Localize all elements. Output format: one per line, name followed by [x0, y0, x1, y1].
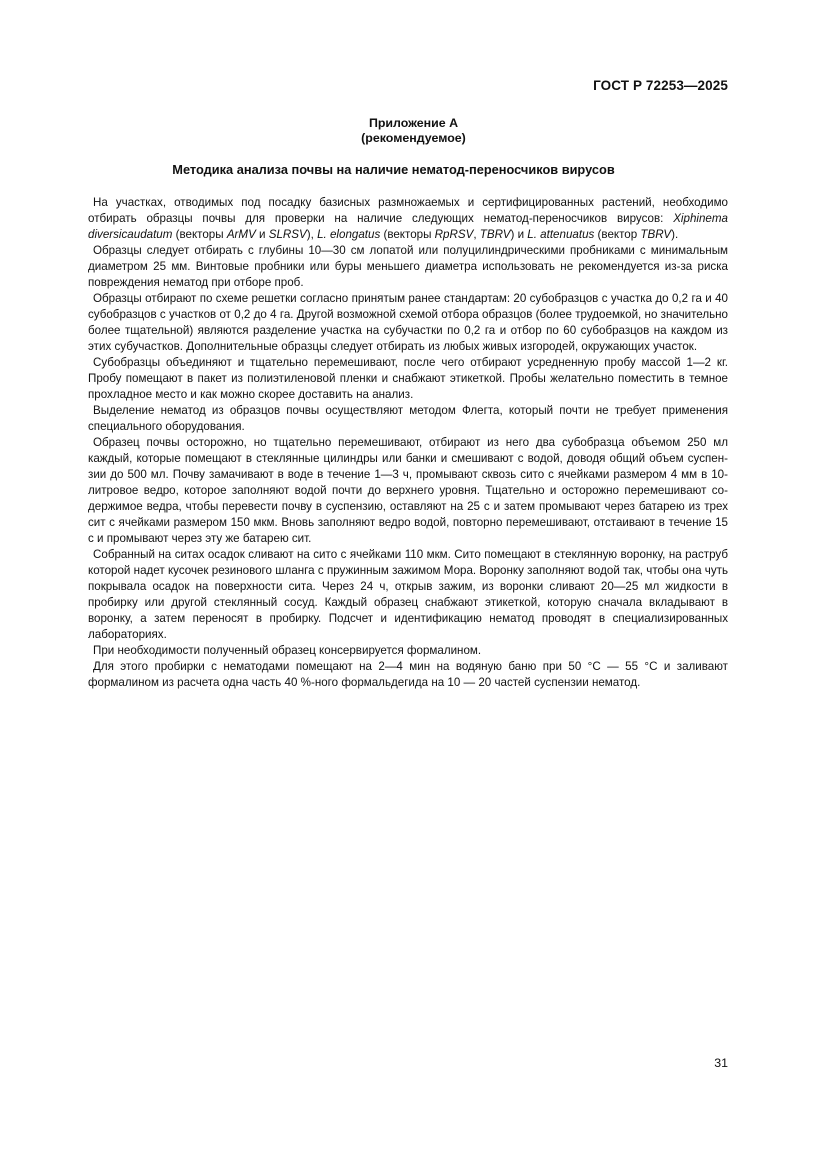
virus-slrsv: SLRSV: [268, 228, 307, 241]
section-title: Методика анализа почвы на наличие нематод-переносчиков вирусов: [172, 162, 615, 177]
paragraph-1: [88, 195, 728, 243]
p1-text-i: (векторы: [380, 228, 435, 241]
virus-tbrv-2: TBRV: [640, 228, 672, 241]
p1-text-g: ),: [306, 228, 318, 241]
page-number: 31: [714, 1056, 728, 1070]
p1-text-e: и: [255, 228, 269, 241]
paragraph-9: Для этого пробирки с нематодами помещают на 2—4 мин на водяную баню при 50 °С — 55 °С и заливают формалином из расчета одна часть 40 %-ного формальдегида на 10 — 20 частей суспензии нематод.: [88, 660, 728, 689]
p1-text-k: ,: [473, 228, 480, 241]
paragraph-3: Образцы отбирают по схеме решетки согласно принятым ранее стандартам: 20 субобразцов с участка до 0,2 га и 40 субобразцов с участков от 0,2 до 4 га. Другой возможной схемой отбора образцов (более трудоемкой, но значительно более тщательной) являются разделение участка на субучастки по 0,2 га и отбор по 60 субобразцов на каждом из этих субучастков. Дополнительные образцы следует отбирать из любых живых изгородей, окружающих участок.: [88, 292, 728, 353]
p1-text-q: ).: [671, 228, 679, 241]
virus-armv: ArMV: [226, 228, 256, 241]
appendix-heading: [0, 116, 827, 146]
species-l-elongatus: L. elongatus: [317, 228, 381, 241]
p1-text-a: На участках, отводимых под посадку базисных размножаемых и сертифицированных растений, необходимо отбирать образцы почвы для проверки на наличие следующих нематод-переносчиков вирусов:: [88, 196, 728, 225]
virus-tbrv-1: TBRV: [479, 228, 511, 241]
standard-code: ГОСТ Р 72253—2025: [593, 78, 728, 93]
species-l-attenuatus: L. attenuatus: [527, 228, 595, 241]
p1-text-c: (векторы: [172, 228, 227, 241]
paragraph-6: Образец почвы осторожно, но тщательно перемешивают, отбирают из него два субобразца объемом 250 мл каждый, которые помещают в стеклянные цилиндры или банки и смешивают с водой, доводя общий объем суспензии до 500 мл. Почву замачивают в воде в течение 1—3 ч, промывают сквозь сито с ячейками размером 4 мм в 10-литровое ведро, которое заполняют водой почти до верхнего уровня. Тщательно и осторожно перемешивают содержимое ведра, чтобы перевести почву в суспензию, оставляют на 25 с и затем промывают через батарею из трех сит с ячейками размером 150 мкм. Вновь заполняют ведро водой, повторно перемешивают, отстаивают в течение 15 с и промывают через эту же батарею сит.: [88, 436, 728, 545]
paragraph-2: Образцы следует отбирать с глубины 10—30 см лопатой или полуцилиндрическими пробниками с минимальным диаметром 25 мм. Винтовые пробники или буры меньшего диаметра использовать не рекомендуется из-за риска повреждения нематод при отборе проб.: [88, 244, 728, 289]
paragraph-7: Собранный на ситах осадок сливают на сито с ячейками 110 мкм. Сито помещают в стеклянную воронку, на раструб которой надет кусочек резинового шланга с пружинным зажимом Мора. Воронку заполняют водой так, чтобы она чуть покрывала осадок на поверхности сита. Через 24 ч, открыв зажим, из воронки сливают 20—25 мл жидкости в пробирку или другой стеклянный сосуд. Каждый образец снабжают этикеткой, которую сначала вкладывают в воронку, а затем переносят в пробирку. Подсчет и идентификацию нематод проводят в специализированных лабораториях.: [88, 548, 728, 641]
paragraph-4: Субобразцы объединяют и тщательно перемешивают, после чего отбирают усредненную пробу массой 1—2 кг. Пробу помещают в пакет из полиэтиленовой пленки и снабжают этикеткой. Пробы желательно поместить в темное прохладное место и как можно скорее доставить на анализ.: [88, 356, 728, 401]
appendix-title: Приложение А: [368, 116, 459, 130]
p1-text-m: ) и: [510, 228, 528, 241]
paragraph-5: Выделение нематод из образцов почвы осуществляют методом Флегта, который почти не требует применения специального оборудования.: [88, 404, 728, 433]
p1-text-o: (вектор: [594, 228, 641, 241]
virus-rprsv: RpRSV: [434, 228, 474, 241]
species-xiphinema: Xiphinema diversicaudatum: [88, 212, 728, 241]
appendix-status: (рекомендуемое): [361, 131, 466, 145]
body-text: [88, 195, 728, 691]
paragraph-8: При необходимости полученный образец консервируется формалином.: [93, 644, 482, 657]
